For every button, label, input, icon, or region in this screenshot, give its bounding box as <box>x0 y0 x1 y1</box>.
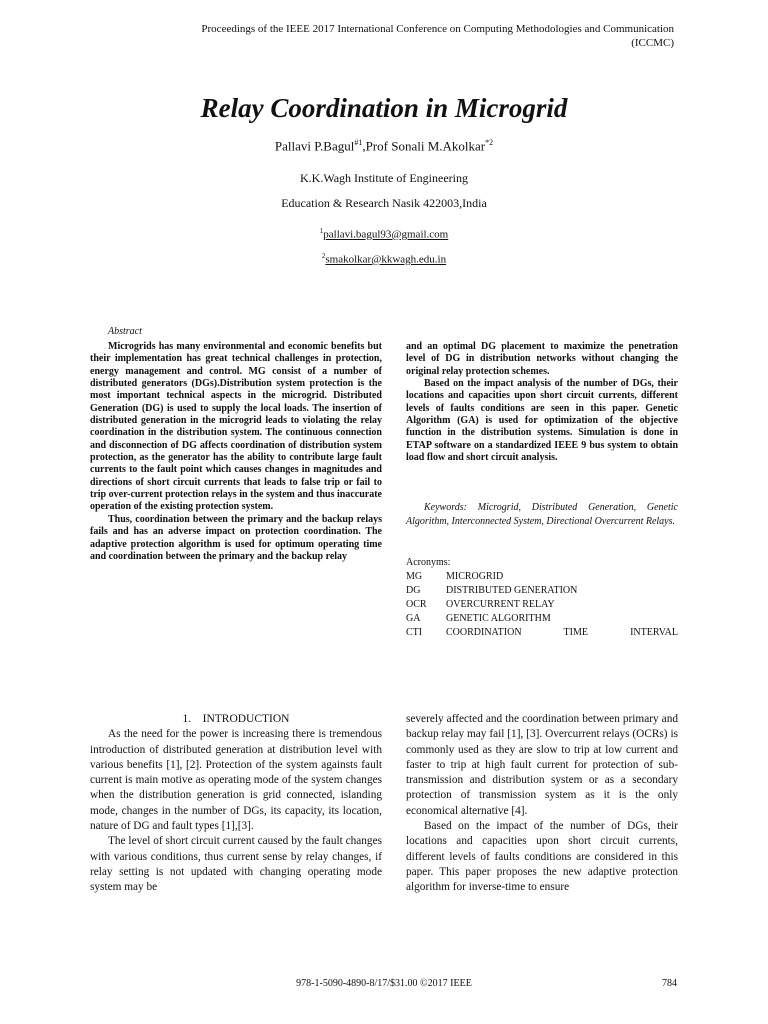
acronym-row <box>406 612 678 626</box>
abstract-label: Abstract <box>108 326 142 337</box>
author-2-sup: *2 <box>485 138 494 147</box>
conference-header-line2: (ICCMC) <box>631 37 674 49</box>
acronym-abbr: OCR <box>406 599 427 610</box>
conference-header <box>114 22 674 50</box>
acronym-abbr: DG <box>406 585 421 596</box>
copyright-footer: 978-1-5090-4890-8/17/$31.00 ©2017 IEEE <box>296 978 472 989</box>
paper-title: Relay Coordination in Microgrid <box>200 93 568 123</box>
abstract-right-column <box>406 341 678 464</box>
keywords-text: Keywords: Microgrid, Distributed Generation, Genetic Algorithm, Interconnected System, Directional Overcurrent Relays. <box>406 502 678 527</box>
abstract-paragraph-2: Thus, coordination between the primary and the backup relays fails and has an adverse impact on protection coordination. The adaptive protection algorithm is used for optimum operating time and coordination between the primary and the backup relay <box>90 513 382 562</box>
introduction-paragraph-1: As the need for the power is increasing there is tremendous introduction of distributed generation at distribution level with various benefits [1], [2]. Protection of the system againsts fault current is main motive as operating mode of the system changes when the distribution generation is grid connected, islanding mode, changes in the number of DGs, its capacity, its location, nature of DG and fault types [1],[3]. <box>90 728 382 833</box>
conference-header-line1: Proceedings of the IEEE 2017 International Conference on Computing Methodologies and Communication <box>201 23 674 35</box>
abstract-left-column <box>90 341 382 563</box>
acronym-abbr: MG <box>406 571 423 582</box>
acronym-row <box>406 626 678 640</box>
acronym-row <box>406 570 678 584</box>
email-2-sup: 2 <box>321 252 326 260</box>
email-line-1 <box>0 227 768 241</box>
acronym-full: DISTRIBUTED GENERATION <box>446 585 578 596</box>
affiliation-line2: Education & Research Nasik 422003,India <box>281 196 487 210</box>
author-separator: , <box>362 138 366 154</box>
acronyms-label: Acronyms: <box>406 557 451 568</box>
email-1-link[interactable]: pallavi.bagul93@gmail.com <box>323 228 449 241</box>
email-1-sup: 1 <box>319 227 324 235</box>
author-1: Pallavi P.Bagul <box>274 138 355 154</box>
acronym-full: GENETIC ALGORITHM <box>446 613 551 624</box>
introduction-paragraph-2: The level of short circuit current caused by the fault changes with various conditions, thus current sense by relay changes, if relay setting is not updated with changing operating mode system may be <box>90 835 382 894</box>
abstract-paragraph-4: Based on the impact analysis of the number of DGs, their locations and capacities upon short circuit currents, different levels of faults conditions are seen in this paper. Genetic Algorithm (GA) is used for optimization of the objective function in the distribution systems. Simulation is done in ETAP software on a standardized IEEE 9 bus system to obtain load flow and short circuit analysis. <box>406 378 678 464</box>
affiliation-line1: K.K.Wagh Institute of Engineering <box>300 171 468 185</box>
acronym-abbr: GA <box>406 613 421 624</box>
acronym-row <box>406 598 678 612</box>
acronyms-block <box>406 556 678 640</box>
introduction-right-column <box>406 712 678 896</box>
author-2: Prof Sonali M.Akolkar <box>365 138 486 154</box>
introduction-paragraph-3: severely affected and the coordination between primary and backup relay may fail [1], [3]. Overcurrent relays (OCRs) is commonly used as they are slow to trip at low current and faster to trip at high fault current for protection of sub-transmission and distribution system or as a secondary protection of transmission system as it is the only economical alternative [4]. <box>406 713 678 817</box>
email-2-link[interactable]: smakolkar@kkwagh.edu.in <box>325 253 447 266</box>
author-line <box>0 138 768 154</box>
introduction-heading: 1. INTRODUCTION <box>182 713 290 725</box>
acronym-full: MICROGRID <box>446 571 504 582</box>
acronym-row <box>406 584 678 598</box>
acronym-abbr: CTI <box>406 627 423 638</box>
abstract-paragraph-1: Microgrids has many environmental and economic benefits but their implementation has great technical challenges in protection, energy management and control. MG consist of a number of distributed generators (DGs).Distribution system protection is the most important technical aspects in the microgrid. Distributed Generation (DG) is used to supply the local loads. The insertion of distributed generation in the microgrid leads to violating the relay coordination in the distribution system. The continuous connection and disconnection of DG affects coordination of distribution system protection, as the generator has the ability to contribute large fault currents to the fault point which causes changes in magnitudes and directions of short circuit currents that leads to false trip or fail to trip over-current protection relays in the system and thus inaccurate operation of the existing protection system. <box>90 341 382 513</box>
author-1-sup: #1 <box>354 138 363 147</box>
keywords-block <box>406 501 678 529</box>
acronym-full: OVERCURRENT RELAY <box>446 599 555 610</box>
introduction-paragraph-4: Based on the impact of the number of DGs, their locations and capacities upon short circuit currents, different levels of faults conditions are considered in this paper. This paper proposes the new adaptive protection algorithm for inverse-time to ensure <box>406 820 678 894</box>
introduction-left-column <box>90 712 382 896</box>
abstract-paragraph-3: and an optimal DG placement to maximize the penetration level of DG in distribution networks without changing the original relay protection schemes. <box>406 341 678 377</box>
page-number: 784 <box>662 978 677 989</box>
acronym-full: COORDINATION TIME INTERVAL <box>446 627 678 638</box>
email-line-2 <box>0 252 768 266</box>
